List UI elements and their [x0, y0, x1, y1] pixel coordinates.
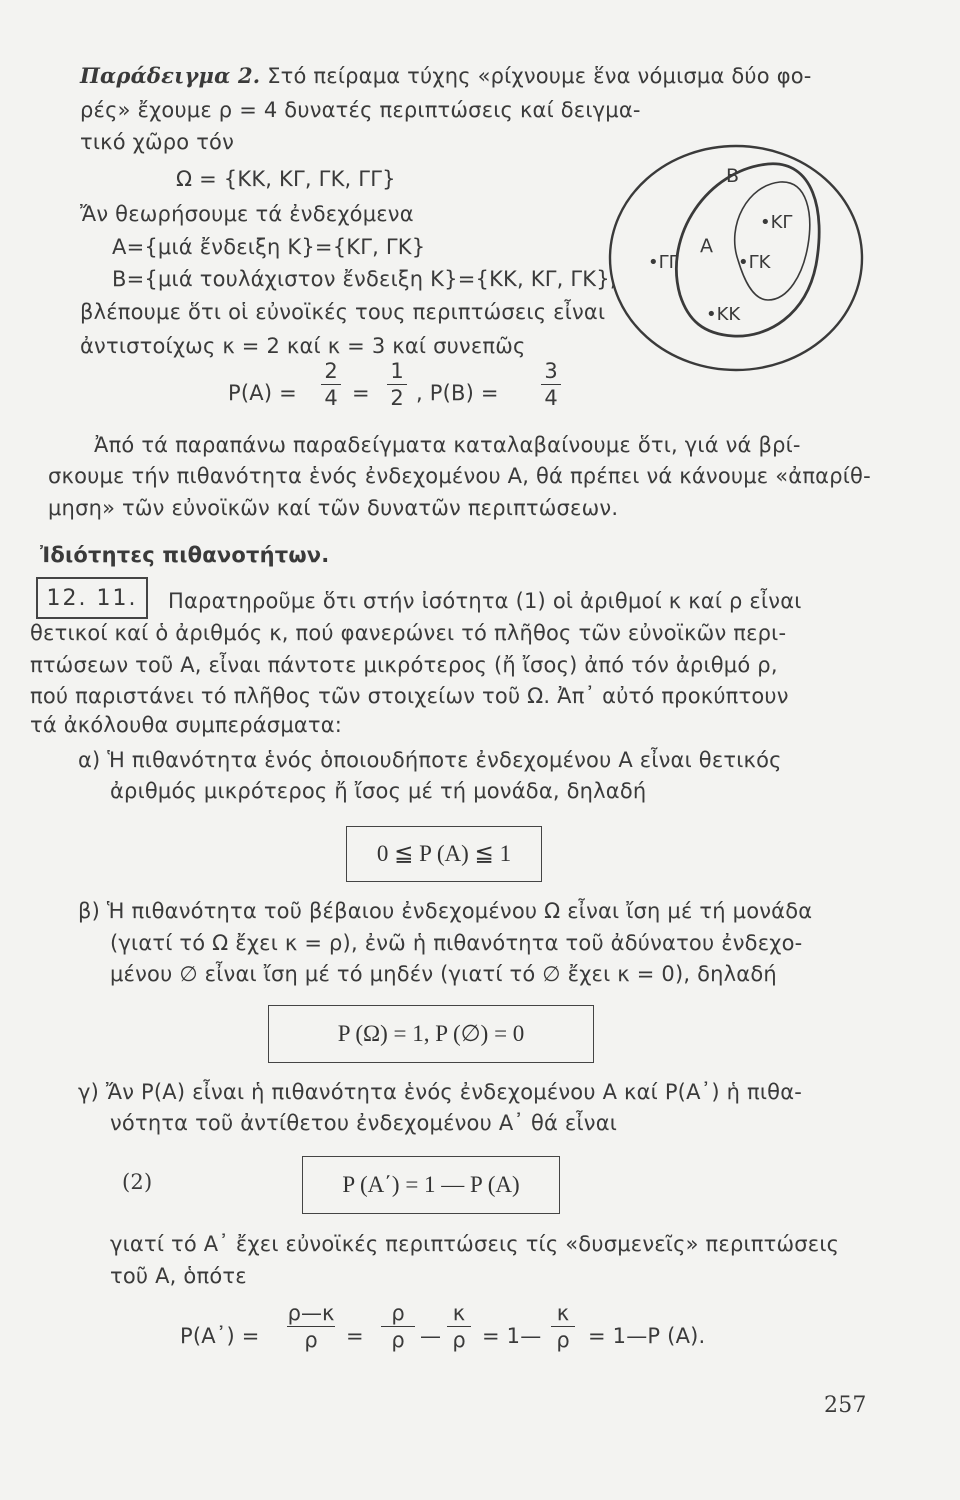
fraction-denominator: 4	[544, 386, 558, 410]
fraction-denominator: 2	[390, 386, 404, 410]
venn-label-b: Β	[726, 165, 740, 187]
fraction-1-2	[386, 358, 408, 411]
paragraph-line-3: μηση» τῶν εὐνοϊκῶν καί τῶν δυνατῶν περιπτώσεων.	[48, 496, 619, 520]
section-number-box: 12. 11.	[36, 577, 148, 619]
example-line-2: ρές» ἔχουμε ρ = 4 δυνατές περιπτώσεις καί δειγμα-	[80, 98, 641, 122]
fraction-denominator: ρ	[452, 1328, 466, 1352]
venn-label-a: Α	[700, 235, 713, 257]
venn-point-gg: •ΓΓ	[648, 252, 679, 273]
item-d-line-1: γιατί τό Α᾽ ἔχει εὐνοϊκές περιπτώσεις τίς «δυσμενεῖς» περιπτώσεις	[110, 1232, 840, 1256]
event-a-outline	[735, 182, 810, 300]
section-line-3: πτώσεων τοῦ Α, εἶναι πάντοτε μικρότερος (ἤ ἴσος) ἀπό τόν ἀριθμό ρ,	[30, 653, 778, 677]
fraction-p-over-p	[380, 1300, 416, 1353]
example-line-5: Ἄν θεωρήσουμε τά ἐνδεχόμενα	[80, 202, 414, 226]
fraction-p-minus-k-over-p	[286, 1300, 336, 1353]
item-c-line-2: νότητα τοῦ ἀντίθετου ἐνδεχομένου Α᾽ θά εἶναι	[110, 1111, 618, 1135]
paragraph-line-2: σκουμε τήν πιθανότητα ἑνός ἐνδεχομένου Α, θά πρέπει νά κάνουμε «ἀπαρίθ-	[48, 464, 871, 488]
fraction-numerator: 2	[324, 359, 338, 383]
section-line-1: Παρατηροῦμε ὅτι στήν ἰσότητα (1) οἱ ἀριθμοί κ καί ρ εἶναι	[168, 589, 802, 613]
fraction-denominator: ρ	[556, 1328, 570, 1352]
item-c-line-1: γ) Ἄν Ρ(Α) εἶναι ἡ πιθανότητα ἑνός ἐνδεχομένου Α καί Ρ(Α᾽) ἡ πιθα-	[78, 1080, 803, 1104]
equals-sign: =	[352, 381, 370, 405]
section-heading: Ἰδιότητες πιθανοτήτων.	[40, 543, 330, 567]
event-b-outline	[676, 164, 819, 336]
complement-lhs: Ρ(Α᾽) =	[180, 1324, 260, 1348]
boxed-formula-complement: P (A΄) = 1 — P (A)	[302, 1156, 560, 1214]
event-a-definition: Α={μιά ἔνδειξη Κ}={ΚΓ, ΓΚ}	[112, 235, 426, 259]
venn-diagram	[608, 140, 868, 380]
example-line-8: βλέπουμε ὅτι οἱ εὐνοϊκές τους περιπτώσεις εἶναι	[80, 300, 606, 324]
sample-space-omega: Ω = {ΚΚ, ΚΓ, ΓΚ, ΓΓ}	[176, 167, 396, 191]
item-b-line-1: β) Ἡ πιθανότητα τοῦ βέβαιου ἐνδεχομένου Ω εἶναι ἴση μέ τή μονάδα	[78, 899, 813, 923]
complement-result: = 1—Ρ (Α).	[588, 1324, 706, 1348]
page-number: 257	[824, 1393, 867, 1418]
fraction-k-over-p-2	[550, 1300, 576, 1353]
pa-label: Ρ(Α) =	[228, 381, 297, 405]
fraction-denominator: ρ	[391, 1328, 405, 1352]
item-b-line-3: μένου ∅ εἶναι ἴση μέ τό μηδέν (γιατί τό ∅ ἔχει κ = 0), δηλαδή	[110, 962, 777, 986]
example-line-9: ἀντιστοίχως κ = 2 καί κ = 3 καί συνεπῶς	[80, 334, 526, 358]
example-line-1	[80, 62, 812, 90]
venn-point-gk: •ΓΚ	[738, 252, 771, 273]
section-line-4: πού παριστάνει τό πλῆθος τῶν στοιχείων τοῦ Ω. Ἀπ᾽ αὐτό προκύπτουν	[30, 684, 789, 708]
minus-sign: —	[420, 1324, 442, 1348]
item-a-line-2: ἀριθμός μικρότερος ἤ ἴσος μέ τή μονάδα, δηλαδή	[110, 779, 647, 803]
fraction-k-over-p	[446, 1300, 472, 1353]
venn-point-kk: •ΚΚ	[706, 304, 741, 325]
fraction-numerator: ρ—κ	[287, 1301, 335, 1325]
event-b-definition: Β={μιά τουλάχιστον ἔνδειξη Κ}={ΚΚ, ΚΓ, ΓΚ},	[112, 267, 617, 291]
fraction-2-4	[320, 358, 342, 411]
fraction-denominator: ρ	[304, 1328, 318, 1352]
section-line-5: τά ἀκόλουθα συμπεράσματα:	[30, 713, 343, 737]
equals-sign: =	[346, 1324, 364, 1348]
equals-one-minus: = 1—	[482, 1324, 542, 1348]
venn-point-kg: •ΚΓ	[760, 212, 793, 233]
example-label: Παράδειγμα 2.	[80, 63, 261, 88]
item-a-line-1: α) Ἡ πιθανότητα ἑνός ὁποιουδήποτε ἐνδεχομένου Α εἶναι θετικός	[78, 748, 782, 772]
fraction-numerator: ρ	[391, 1301, 405, 1325]
fraction-numerator: 3	[544, 359, 558, 383]
boxed-formula-bounds: 0 ≦ P (A) ≦ 1	[346, 826, 542, 882]
item-b-line-2: (γιατί τό Ω ἔχει κ = ρ), ἐνῶ ἡ πιθανότητα τοῦ ἀδύνατου ἐνδεχο-	[110, 931, 803, 955]
paragraph-line-1: Ἀπό τά παραπάνω παραδείγματα καταλαβαίνουμε ὅτι, γιά νά βρί-	[94, 433, 801, 457]
equation-number: (2)	[122, 1170, 153, 1194]
section-line-2: θετικοί καί ὁ ἀριθμός κ, πού φανερώνει τό πλῆθος τῶν εὐνοϊκῶν περι-	[30, 621, 787, 645]
boxed-formula-certain-impossible: P (Ω) = 1, P (∅) = 0	[268, 1005, 594, 1063]
example-line-1-text: Στό πείραμα τύχης «ρίχνουμε ἕνα νόμισμα δύο φο-	[267, 64, 812, 88]
fraction-3-4	[540, 358, 562, 411]
pb-label: , Ρ(Β) =	[416, 381, 499, 405]
fraction-numerator: κ	[452, 1301, 466, 1325]
fraction-numerator: 1	[390, 359, 404, 383]
fraction-numerator: κ	[556, 1301, 570, 1325]
example-line-3: τικό χῶρο τόν	[80, 130, 235, 154]
fraction-denominator: 4	[324, 386, 338, 410]
item-d-line-2: τοῦ Α, ὁπότε	[110, 1264, 247, 1288]
